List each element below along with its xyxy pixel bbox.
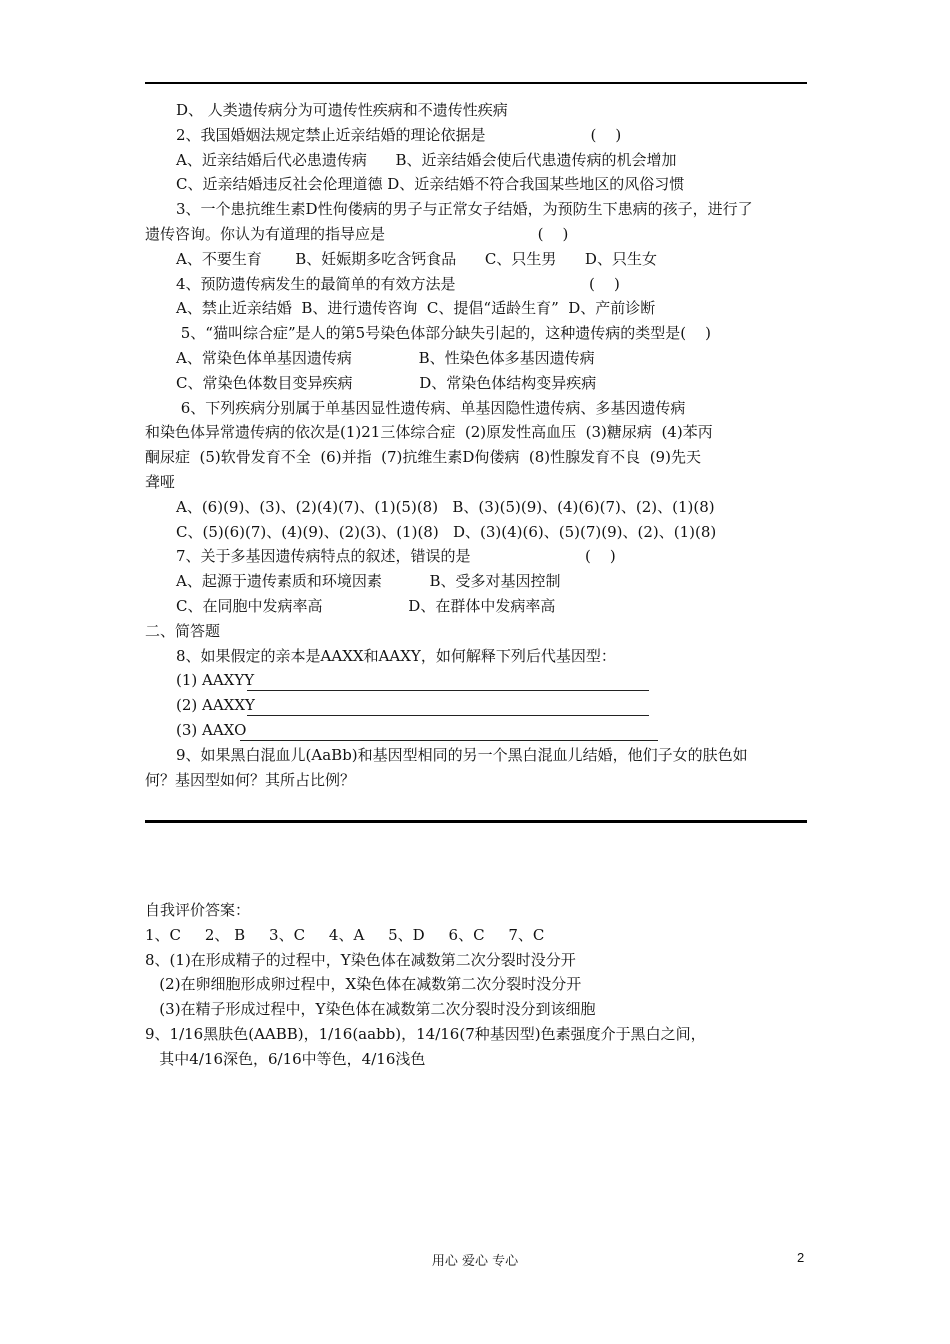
answer-line: 其中4/16深色，6/16中等色，4/16浅色: [145, 1049, 426, 1068]
question-line: (1) AAXYY: [176, 671, 255, 690]
question-line: A、(6)(9)、(3)、(2)(4)(7)、(1)(5)(8) B、(3)(5)(9)、(4)(6)(7)、(2)、(1)(8): [176, 497, 715, 516]
question-line: A、常染色体单基因遗传病 B、性染色体多基因遗传病: [176, 349, 595, 367]
question-line: A、近亲结婚后代必患遗传病 B、近亲结婚会使后代患遗传病的机会增加: [176, 150, 677, 169]
question-line: 4、预防遗传病发生的最简单的有效方法是 ( ): [176, 274, 620, 293]
question-line: 6、下列疾病分别属于单基因显性遗传病、单基因隐性遗传病、多基因遗传病: [176, 398, 686, 417]
question-line: A、起源于遗传素质和环境因素 B、受多对基因控制: [176, 572, 561, 591]
question-line: 2、我国婚姻法规定禁止近亲结婚的理论依据是 ( ): [176, 125, 622, 144]
answer-line: (2)在卵细胞形成卵过程中，X染色体在减数第二次分裂时没分开: [145, 975, 582, 994]
question-line: D、 人类遗传病分为可遗传性疾病和不遗传性疾病: [176, 101, 508, 119]
question-line: 二、简答题: [145, 621, 221, 640]
question-line: 何？基因型如何？其所占比例？: [145, 770, 356, 789]
answer-line: 自我评价答案：: [145, 901, 251, 919]
question-line: 遗传咨询。你认为有道理的指导应是 ( ): [145, 225, 569, 243]
answer-line: 8、(1)在形成精子的过程中，Y染色体在减数第二次分裂时没分开: [145, 950, 576, 969]
question-line: 聋哑: [145, 473, 176, 491]
answer-line: 9、1/16黑肤色(AABB)，1/16(aabb)，14/16(7种基因型)色素强度介于黑白之间，: [145, 1025, 706, 1043]
question-line: (2) AAXXY: [176, 696, 255, 715]
question-line: C、常染色体数目变异疾病 D、常染色体结构变异疾病: [176, 373, 597, 392]
question-line: 酮尿症 (5)软骨发育不全 (6)并指 (7)抗维生素D佝偻病 (8)性腺发育不良 (9)先天: [145, 448, 701, 467]
question-line: 8、如果假定的亲本是AAXX和AAXY，如何解释下列后代基因型：: [176, 646, 616, 665]
question-line: C、近亲结婚违反社会伦理道德 D、近亲结婚不符合我国某些地区的风俗习惯: [176, 175, 685, 194]
question-line: C、在同胞中发病率高 D、在群体中发病率高: [176, 597, 556, 615]
question-line: A、禁止近亲结婚 B、进行遗传咨询 C、提倡“适龄生育” D、产前诊断: [176, 299, 656, 318]
question-line: C、(5)(6)(7)、(4)(9)、(2)(3)、(1)(8) D、(3)(4)(6)、(5)(7)(9)、(2)、(1)(8): [176, 522, 717, 541]
question-line: 5、“猫叫综合症”是人的第5号染色体部分缺失引起的，这种遗传病的类型是( ): [176, 324, 711, 343]
top-rule: [145, 82, 807, 84]
question-line: 3、一个患抗维生素D性佝偻病的男子与正常女子结婚，为预防生下患病的孩子，进行了: [176, 200, 753, 219]
answer-line: (3)在精子形成过程中，Y染色体在减数第二次分裂时没分到该细胞: [145, 1000, 596, 1019]
answer-blank-2: [247, 715, 649, 716]
question-line: 和染色体异常遗传病的依次是(1)21三体综合症 (2)原发性高血压 (3)糖尿病 (4)苯丙: [145, 423, 713, 442]
question-line: 9、如果黑白混血儿(AaBb)和基因型相同的另一个黑白混血儿结婚，他们子女的肤色如: [176, 745, 748, 764]
page-footer: 用心 爱心 专心: [431, 1254, 519, 1269]
answer-line: 1、C 2、 B 3、C 4、A 5、D 6、C 7、C: [145, 925, 545, 944]
bottom-rule: [145, 820, 807, 823]
answer-blank-1: [247, 690, 649, 691]
page-number: 2: [797, 1250, 805, 1265]
question-line: A、不要生育 B、妊娠期多吃含钙食品 C、只生男 D、只生女: [176, 249, 657, 268]
answer-blank-3: [240, 740, 658, 741]
question-line: 7、关于多基因遗传病特点的叙述，错误的是 ( ): [176, 547, 616, 566]
question-line: (3) AAXO: [176, 721, 247, 739]
